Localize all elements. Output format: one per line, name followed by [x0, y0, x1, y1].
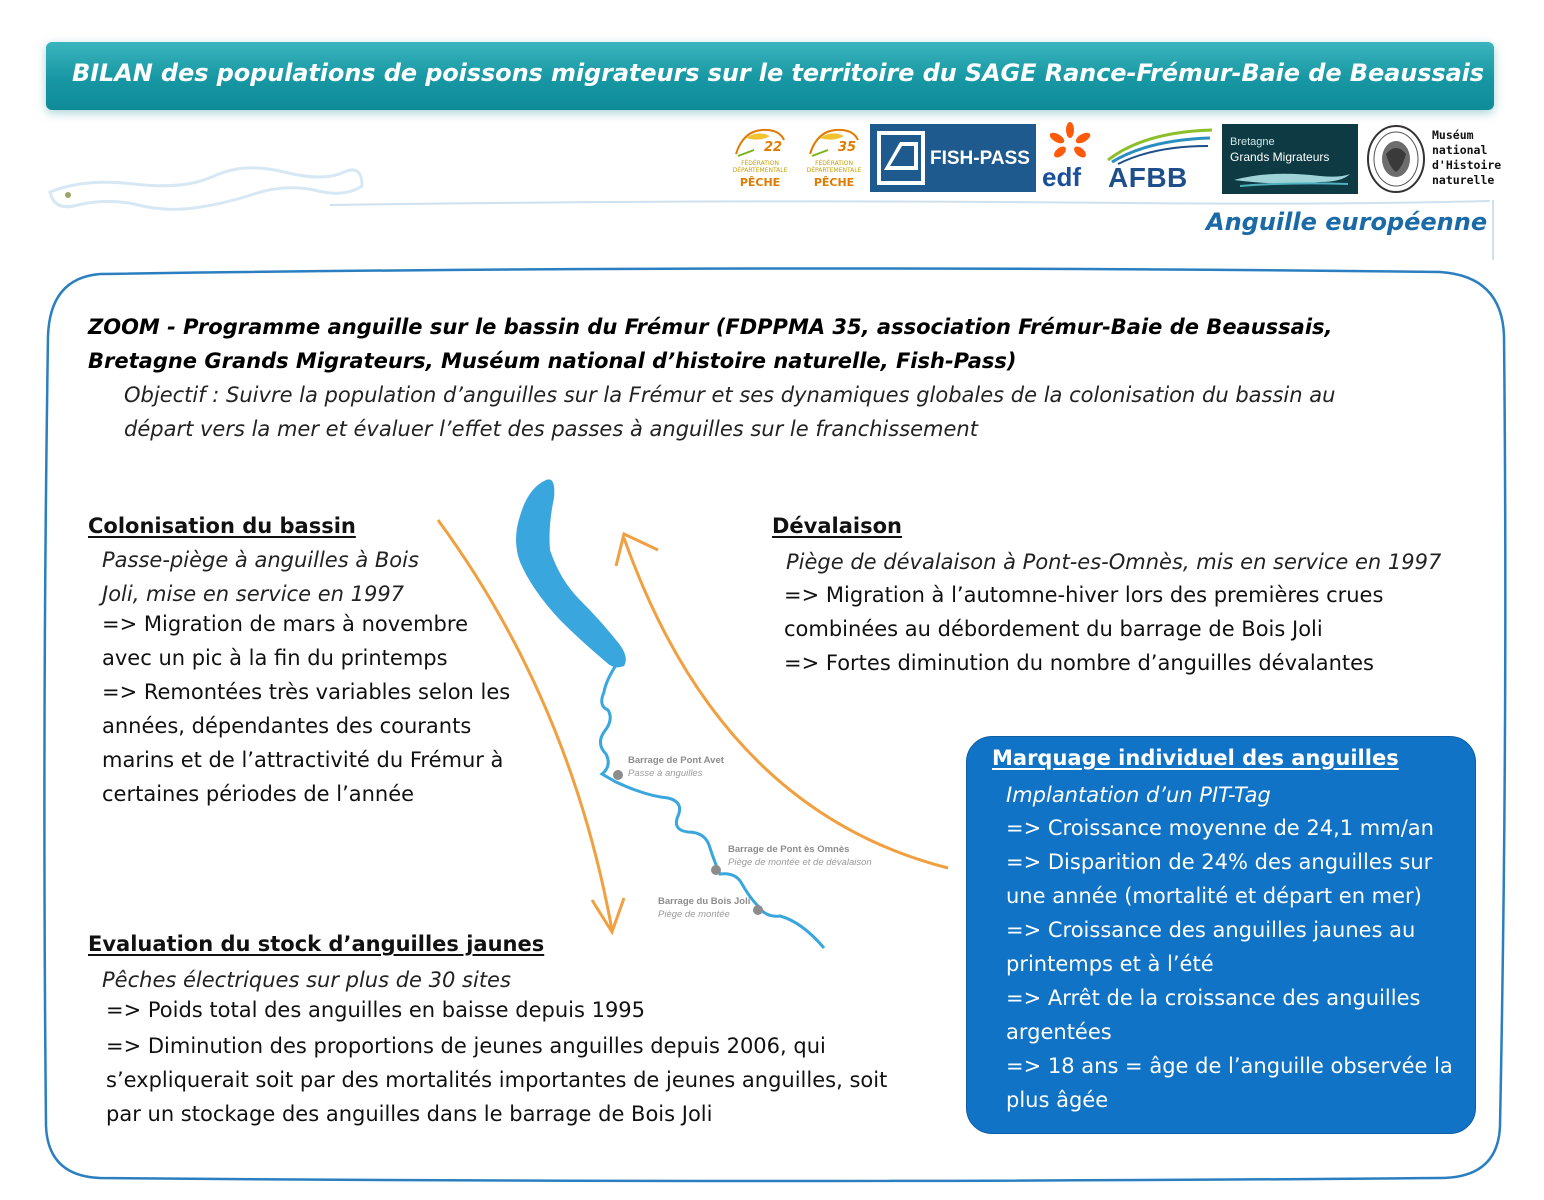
fed35-number: 35: [838, 140, 857, 155]
devalaison-arrow: [438, 520, 612, 930]
barrage-detail: Piège de montée et de dévalaison: [728, 857, 872, 868]
marquage-title: Marquage individuel des anguilles: [992, 746, 1399, 770]
marquage-line: plus âgée: [1006, 1088, 1109, 1112]
barrage-name: Barrage de Pont Avet: [628, 755, 724, 766]
species-title: Anguille européenne: [1206, 208, 1488, 236]
marquage-line: argentées: [1006, 1020, 1112, 1044]
afbb-logo: [1104, 122, 1216, 196]
stock-title: Evaluation du stock d’anguilles jaunes: [88, 932, 545, 956]
marquage-line: => 18 ans = âge de l’anguille observée la: [1006, 1054, 1453, 1078]
barrage-name: Barrage du Bois Joli: [658, 896, 751, 907]
stock-subtitle: Pêches électriques sur plus de 30 sites: [102, 968, 511, 992]
stock-line: => Poids total des anguilles en baisse depuis 1995: [106, 998, 646, 1022]
devalaison-line: => Fortes diminution du nombre d’anguilles dévalantes: [784, 651, 1374, 675]
afbb-label: AFBB: [1108, 162, 1188, 193]
colonisation-line: => Remontées très variables selon les: [102, 680, 511, 704]
mnhn-label: [1432, 128, 1502, 188]
colonisation-line: => Migration de mars à novembre: [102, 612, 468, 636]
marquage-line: => Arrêt de la croissance des anguilles: [1006, 986, 1421, 1010]
barrage-name: Barrage de Pont ès Omnès: [728, 844, 850, 855]
marquage-line: une année (mortalité et départ en mer): [1006, 884, 1422, 908]
edf-flower-icon: [1048, 122, 1092, 162]
barrage-detail: Piège de montée: [658, 909, 730, 920]
fishpass-icon: [876, 130, 926, 186]
marquage-line: => Croissance moyenne de 24,1 mm/an: [1006, 816, 1434, 840]
fishpass-logo: [870, 124, 1036, 192]
afbb-wave-icon: [1104, 126, 1216, 166]
colonisation-title: Colonisation du bassin: [88, 514, 356, 538]
separator-line-vertical: [1488, 200, 1498, 260]
colonisation-line: certaines périodes de l’année: [102, 782, 415, 806]
fed35-caption: FÉDÉRATION DÉPARTEMENTALE: [806, 160, 862, 174]
montee-arrow: [624, 538, 948, 868]
edf-label: edf: [1042, 162, 1081, 192]
stock-line: par un stockage des anguilles dans le barrage de Bois Joli: [106, 1102, 713, 1126]
zoom-title-line1: ZOOM - Programme anguille sur le bassin du Frémur (FDPPMA 35, association Frémur-Baie de Beaussais,: [88, 315, 1333, 339]
stock-line: => Diminution des proportions de jeunes anguilles depuis 2006, qui: [106, 1034, 826, 1058]
edf-logo: [1040, 122, 1104, 194]
marquage-subtitle: Implantation d’un PIT-Tag: [1006, 783, 1271, 807]
stock-line: s’expliquerait soit par des mortalités importantes de jeunes anguilles, soit: [106, 1068, 888, 1092]
arrowhead-up-icon: [616, 534, 658, 566]
fremur-estuary: [516, 479, 626, 667]
mnhn-line: Muséum: [1432, 128, 1474, 142]
colonisation-line: années, dépendantes des courants: [102, 714, 472, 738]
devalaison-line: combinées au débordement du barrage de Bois Joli: [784, 617, 1323, 641]
marquage-line: => Disparition de 24% des anguilles sur: [1006, 850, 1433, 874]
marquage-line: printemps et à l’été: [1006, 952, 1214, 976]
colonisation-line: marins et de l’attractivité du Frémur à: [102, 748, 504, 772]
barrage-pont-es-omnes-marker: [711, 865, 721, 875]
barrage-pont-avet-marker: [613, 770, 623, 780]
mnhn-line: naturelle: [1432, 173, 1495, 187]
fremur-map: [420, 470, 960, 970]
fish-hook-icon: [724, 120, 796, 162]
fed22-peche: PÊCHE: [739, 176, 781, 189]
bgm-line1: Bretagne: [1230, 136, 1275, 148]
devalaison-title: Dévalaison: [772, 514, 902, 538]
fed22-caption: FÉDÉRATION DÉPARTEMENTALE: [732, 160, 788, 174]
fed35-logo: [798, 120, 870, 192]
objective-line1: Objectif : Suivre la population d’anguilles sur la Frémur et ses dynamiques globales de la colonisation du bassin au: [124, 383, 1336, 407]
objective-line2: départ vers la mer et évaluer l’effet des passes à anguilles sur le franchissement: [124, 417, 978, 441]
seal-icon: [1366, 124, 1426, 194]
mnhn-line: d'Histoire: [1432, 158, 1502, 172]
zoom-title-line2: Bretagne Grands Migrateurs, Muséum national d’histoire naturelle, Fish-Pass): [88, 349, 1017, 373]
fish-icon: [1230, 168, 1354, 190]
colonisation-subtitle-line2: Joli, mise en service en 1997: [102, 582, 405, 606]
bgm-logo: [1222, 124, 1358, 194]
devalaison-line: => Migration à l’automne-hiver lors des premières crues: [784, 583, 1384, 607]
marquage-line: => Croissance des anguilles jaunes au: [1006, 918, 1416, 942]
fishpass-label: FISH-PASS: [930, 148, 1030, 169]
fed22-logo: [724, 120, 796, 192]
fish-hook-icon: [798, 120, 870, 162]
mnhn-seal: [1366, 124, 1426, 194]
devalaison-subtitle: Piège de dévalaison à Pont-es-Omnès, mis en service en 1997: [786, 550, 1442, 574]
bgm-line2: Grands Migrateurs: [1230, 150, 1330, 164]
barrage-detail: Passe à anguilles: [628, 768, 703, 779]
fed35-peche: PÊCHE: [813, 176, 855, 189]
barrage-bois-joli-marker: [753, 905, 763, 915]
fed22-number: 22: [764, 140, 783, 155]
page-title: BILAN des populations de poissons migrateurs sur le territoire du SAGE Rance-Frémur-Baie de Beaussais: [72, 59, 1484, 87]
mnhn-line: national: [1432, 143, 1488, 157]
colonisation-line: avec un pic à la fin du printemps: [102, 646, 448, 670]
colonisation-subtitle-line1: Passe-piège à anguilles à Bois: [102, 548, 419, 572]
